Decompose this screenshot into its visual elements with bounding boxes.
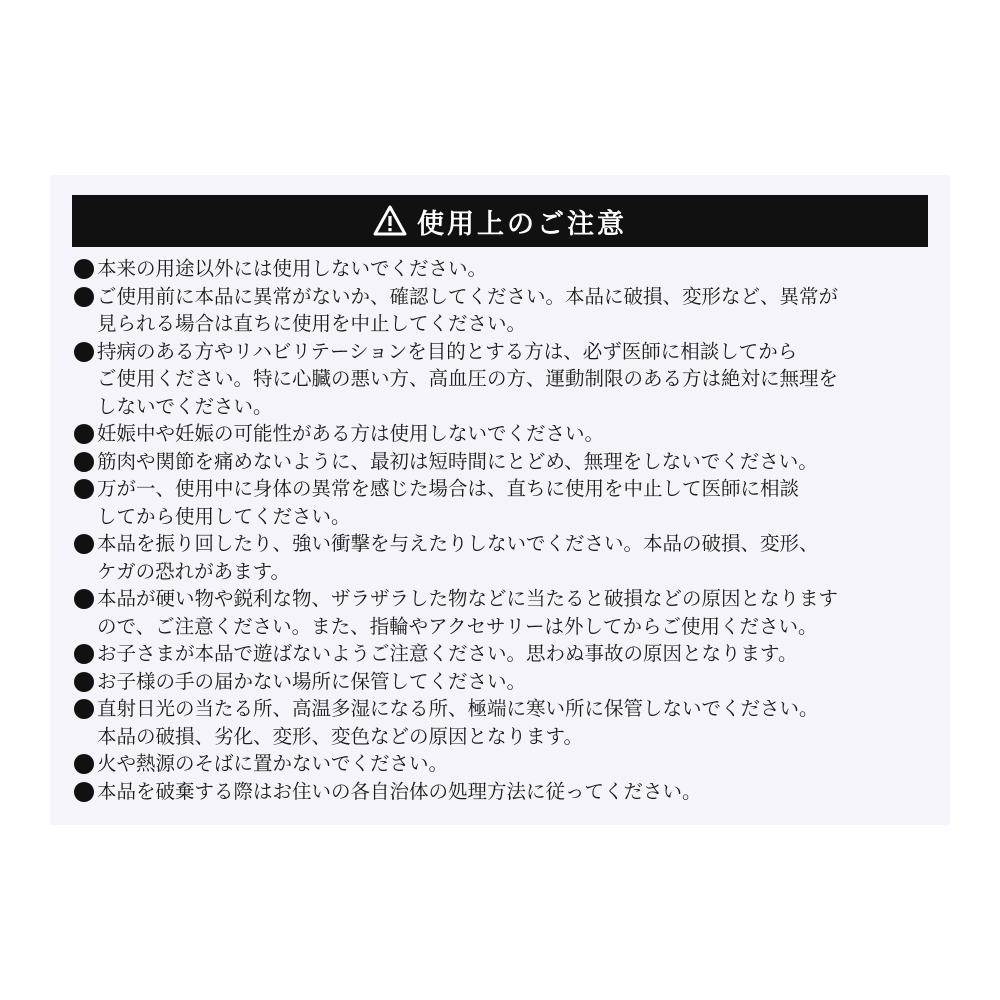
caution-header: [72, 195, 928, 247]
list-item: [74, 530, 930, 585]
bullet-icon: [74, 589, 94, 609]
note-text: 筋肉や関節を痛めないように、最初は短時間にとどめ、無理をしないでください。: [97, 449, 818, 473]
bullet-icon: [74, 699, 94, 719]
note-text: お子さまが本品で遊ばないようご注意ください。思わぬ事故の原因となります。: [97, 642, 798, 665]
list-item: [74, 338, 930, 421]
list-item: [74, 778, 930, 806]
note-text: 本品が硬い物や鋭利な物、ザラザラした物などに当たると破損などの原因となります ので、ご注意ください。また、指輪やアクセサリーは外してからご使用ください。: [97, 587, 839, 638]
caution-list: [74, 255, 930, 805]
bullet-icon: [74, 424, 94, 444]
bullet-icon: [74, 479, 94, 499]
note-text: 本品を破棄する際はお住いの各自治体の処理方法に従ってください。: [97, 779, 702, 803]
note-text: 本品を振り回したり、強い衝撃を与えたりしないでください。本品の破損、変形、 ケガの恐れがあます。: [97, 532, 819, 583]
bullet-icon: [74, 287, 94, 307]
note-text: 妊娠中や妊娠の可能性がある方は使用しないでください。: [97, 422, 605, 445]
note-text: 火や熱源のそばに置かないでください。: [97, 752, 449, 775]
bullet-icon: [74, 754, 94, 774]
bullet-icon: [74, 534, 94, 554]
bullet-icon: [74, 452, 94, 472]
list-item: [74, 475, 930, 530]
bullet-icon: [74, 259, 94, 279]
bullet-icon: [74, 782, 94, 802]
note-text: 持病のある方やリハビリテーションを目的とする方は、必ず医師に相談してから ご使用ください。特に心臓の悪い方、高血圧の方、運動制限のある方は絶対に無理を しないでください。: [97, 339, 839, 418]
list-item: [74, 668, 930, 696]
list-item: [74, 420, 930, 448]
note-text: ご使用前に本品に異常がないか、確認してください。本品に破損、変形など、異常が 見られる場合は直ちに使用を中止してください。: [97, 284, 839, 335]
note-text: 直射日光の当たる所、高温多湿になる所、極端に寒い所に保管しないでください。 本品の破損、劣化、変形、変色などの原因となります。: [97, 697, 819, 748]
note-text: 万が一、使用中に身体の異常を感じた場合は、直ちに使用を中止して医師に相談 してから使用してください。: [97, 477, 800, 528]
bullet-icon: [74, 672, 94, 692]
list-item: [74, 640, 930, 668]
list-item: [74, 255, 930, 283]
list-item: [74, 750, 930, 778]
note-text: お子様の手の届かない場所に保管してください。: [97, 669, 527, 693]
list-item: [74, 585, 930, 640]
caution-card: [50, 175, 950, 825]
caution-title: 使用上のご注意: [417, 208, 627, 240]
bullet-icon: [74, 644, 94, 664]
bullet-icon: [74, 342, 94, 362]
list-item: [74, 695, 930, 750]
warning-icon: [373, 205, 407, 237]
note-text: 本来の用途以外には使用しないでください。: [97, 257, 488, 280]
list-item: [74, 448, 930, 476]
list-item: [74, 283, 930, 338]
